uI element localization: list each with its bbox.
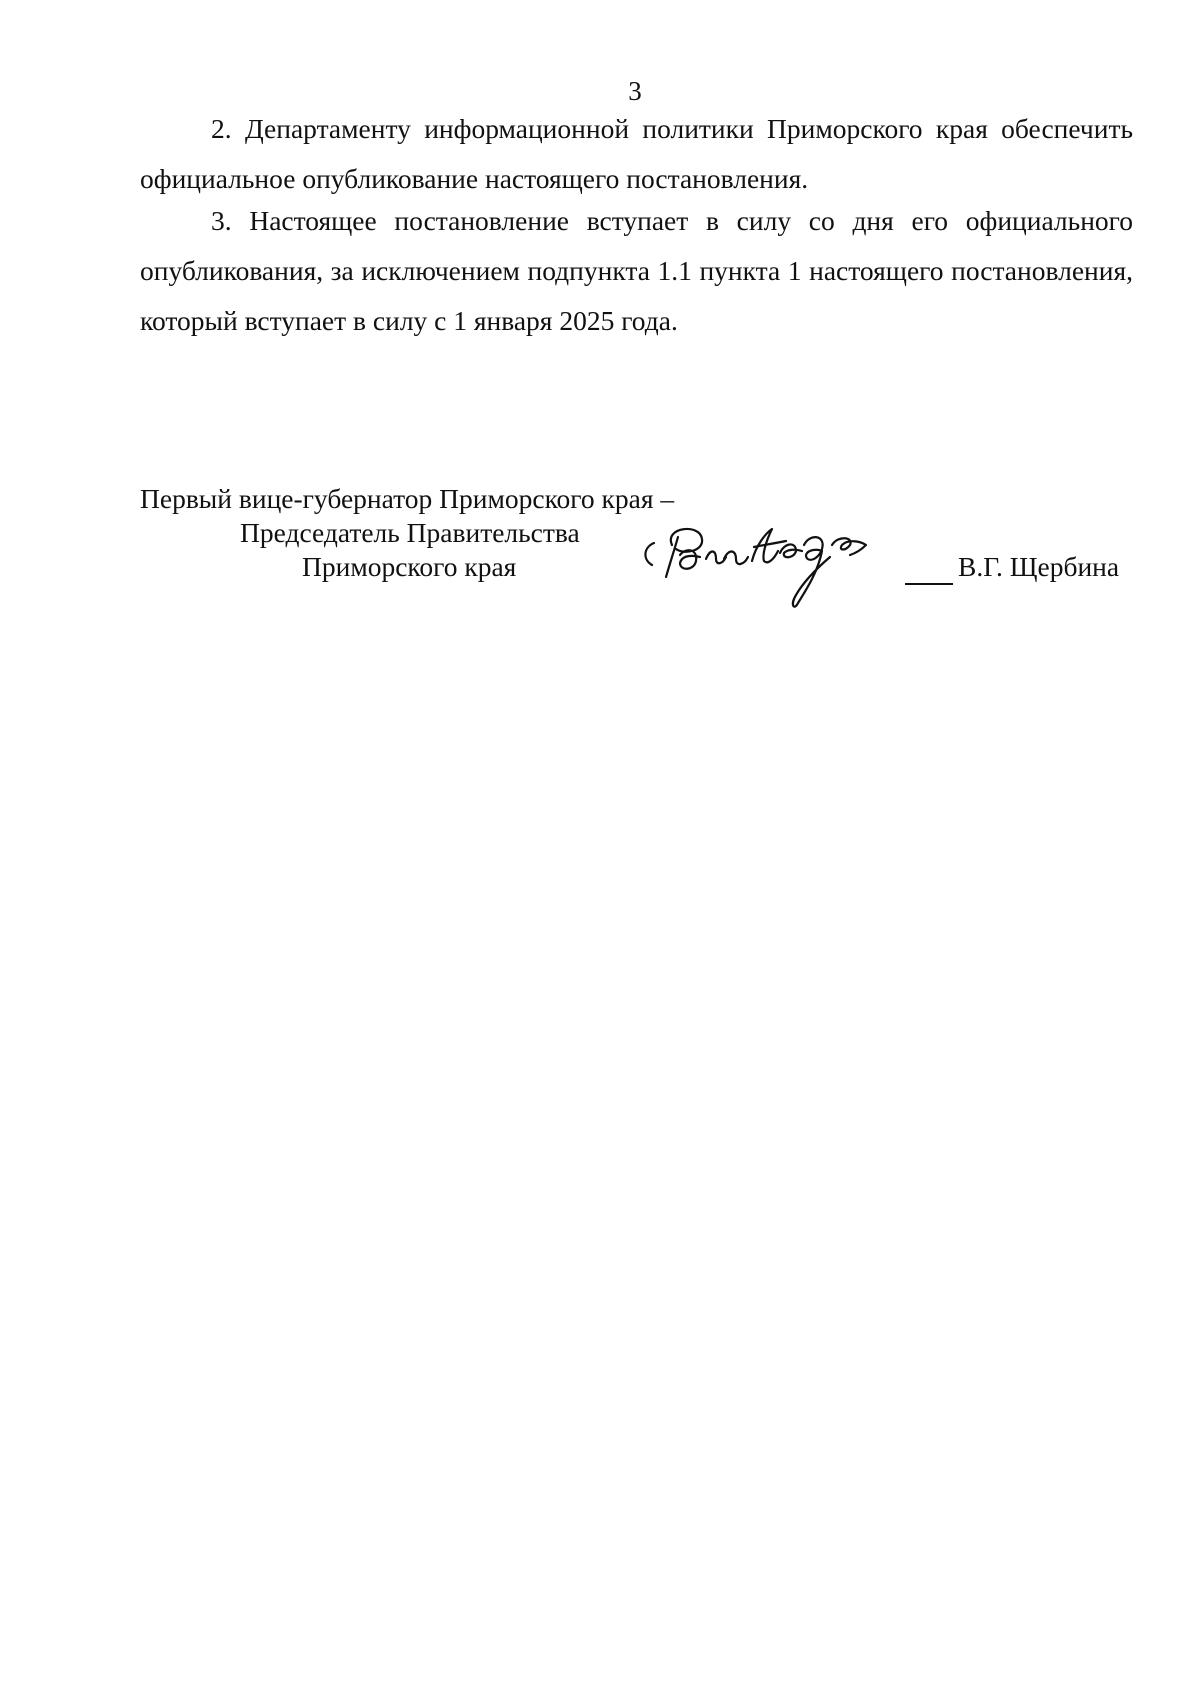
signer-title-line-2: Председатель Правительства bbox=[240, 517, 580, 548]
paragraph-text: 3. Настоящее постановление вступает в силу со дня его официального опубликования, за исключением подпункта 1.1 пункта 1 настоящего постановления, который вступает в силу с 1 января 2025 года. bbox=[140, 205, 1133, 336]
page-number: 3 bbox=[628, 76, 642, 106]
signer-title-line-1: Первый вице-губернатор Приморского края – bbox=[140, 483, 675, 514]
paragraph-3 bbox=[140, 196, 1133, 346]
handwritten-signature bbox=[640, 515, 910, 625]
signer-name: В.Г. Щербина bbox=[958, 551, 1120, 582]
paragraph-2 bbox=[140, 104, 1133, 204]
signature-underline bbox=[905, 583, 953, 585]
signer-title-line-3: Приморского края bbox=[302, 551, 517, 582]
paragraph-text: 2. Департаменту информационной политики Приморского края обеспечить официальное опубликование настоящего постановления. bbox=[140, 113, 1133, 194]
